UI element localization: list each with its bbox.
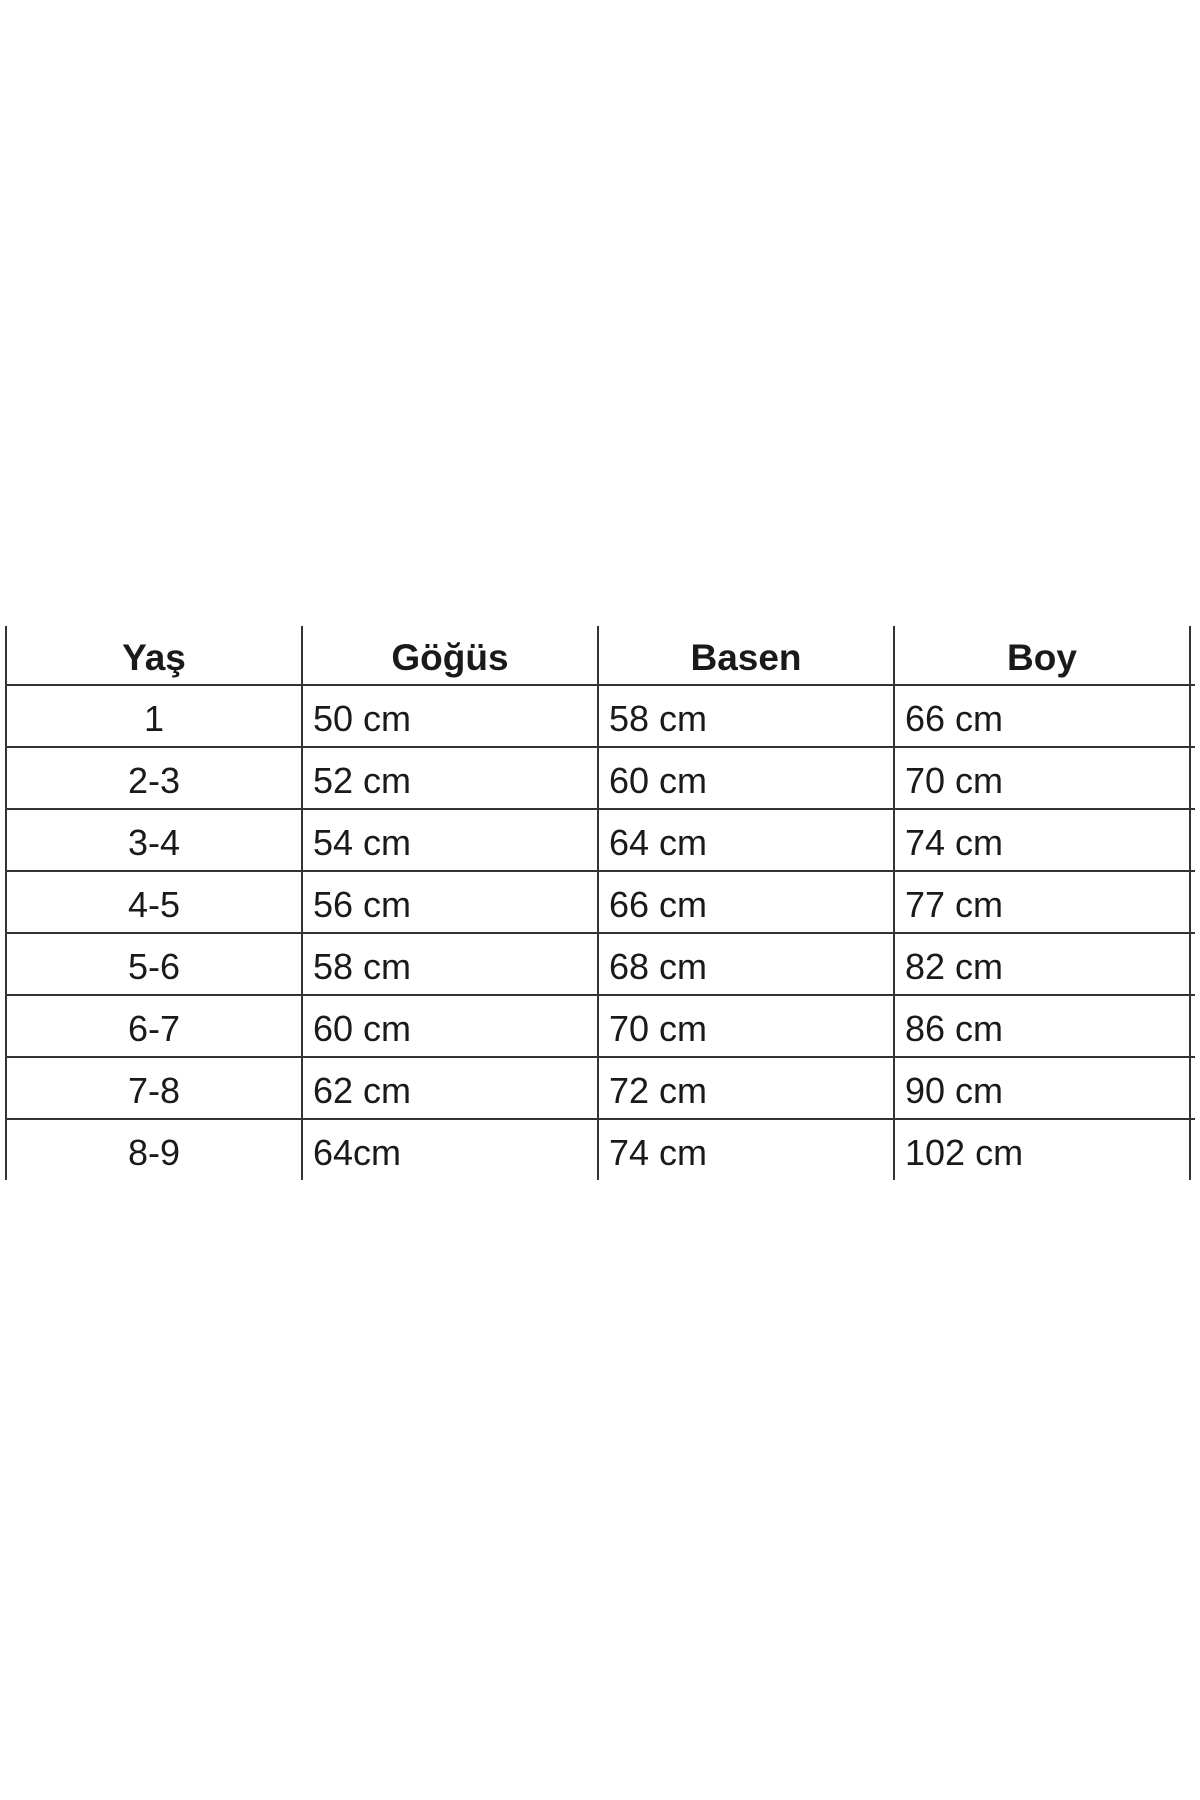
- height-cell: 70 cm: [893, 748, 1189, 808]
- chest-cell: 50 cm: [301, 686, 597, 746]
- table-row: [5, 1058, 1195, 1120]
- height-cell: 86 cm: [893, 996, 1189, 1056]
- height-cell: 77 cm: [893, 872, 1189, 932]
- table-row: [5, 810, 1195, 872]
- hip-cell: 70 cm: [597, 996, 893, 1056]
- hip-cell: 58 cm: [597, 686, 893, 746]
- table-row: [5, 996, 1195, 1058]
- header-chest: Göğüs: [301, 626, 597, 684]
- hip-cell: 66 cm: [597, 872, 893, 932]
- table-right-edge: [1189, 1058, 1195, 1118]
- table-row: [5, 686, 1195, 748]
- table-row: [5, 1120, 1195, 1180]
- chest-cell: 52 cm: [301, 748, 597, 808]
- hip-cell: 74 cm: [597, 1120, 893, 1180]
- chest-cell: 56 cm: [301, 872, 597, 932]
- chest-cell: 54 cm: [301, 810, 597, 870]
- table-right-edge: [1189, 810, 1195, 870]
- table-row: [5, 748, 1195, 810]
- table-right-edge: [1189, 872, 1195, 932]
- hip-cell: 60 cm: [597, 748, 893, 808]
- age-cell: 2-3: [5, 748, 301, 808]
- age-cell: 6-7: [5, 996, 301, 1056]
- hip-cell: 72 cm: [597, 1058, 893, 1118]
- header-height: Boy: [893, 626, 1189, 684]
- height-cell: 66 cm: [893, 686, 1189, 746]
- table-row: [5, 934, 1195, 996]
- chest-cell: 60 cm: [301, 996, 597, 1056]
- height-cell: 90 cm: [893, 1058, 1189, 1118]
- table-right-edge: [1189, 748, 1195, 808]
- age-cell: 8-9: [5, 1120, 301, 1180]
- size-chart-table: [5, 626, 1195, 1180]
- chest-cell: 64cm: [301, 1120, 597, 1180]
- age-cell: 4-5: [5, 872, 301, 932]
- age-cell: 1: [5, 686, 301, 746]
- height-cell: 102 cm: [893, 1120, 1189, 1180]
- hip-cell: 68 cm: [597, 934, 893, 994]
- table-right-edge: [1189, 996, 1195, 1056]
- age-cell: 3-4: [5, 810, 301, 870]
- hip-cell: 64 cm: [597, 810, 893, 870]
- chest-cell: 62 cm: [301, 1058, 597, 1118]
- header-age: Yaş: [5, 626, 301, 684]
- table-header-row: [5, 626, 1195, 686]
- chest-cell: 58 cm: [301, 934, 597, 994]
- table-row: [5, 872, 1195, 934]
- age-cell: 7-8: [5, 1058, 301, 1118]
- height-cell: 74 cm: [893, 810, 1189, 870]
- table-right-edge: [1189, 934, 1195, 994]
- table-right-edge: [1189, 1120, 1195, 1180]
- header-hip: Basen: [597, 626, 893, 684]
- table-right-edge: [1189, 626, 1195, 684]
- age-cell: 5-6: [5, 934, 301, 994]
- height-cell: 82 cm: [893, 934, 1189, 994]
- table-right-edge: [1189, 686, 1195, 746]
